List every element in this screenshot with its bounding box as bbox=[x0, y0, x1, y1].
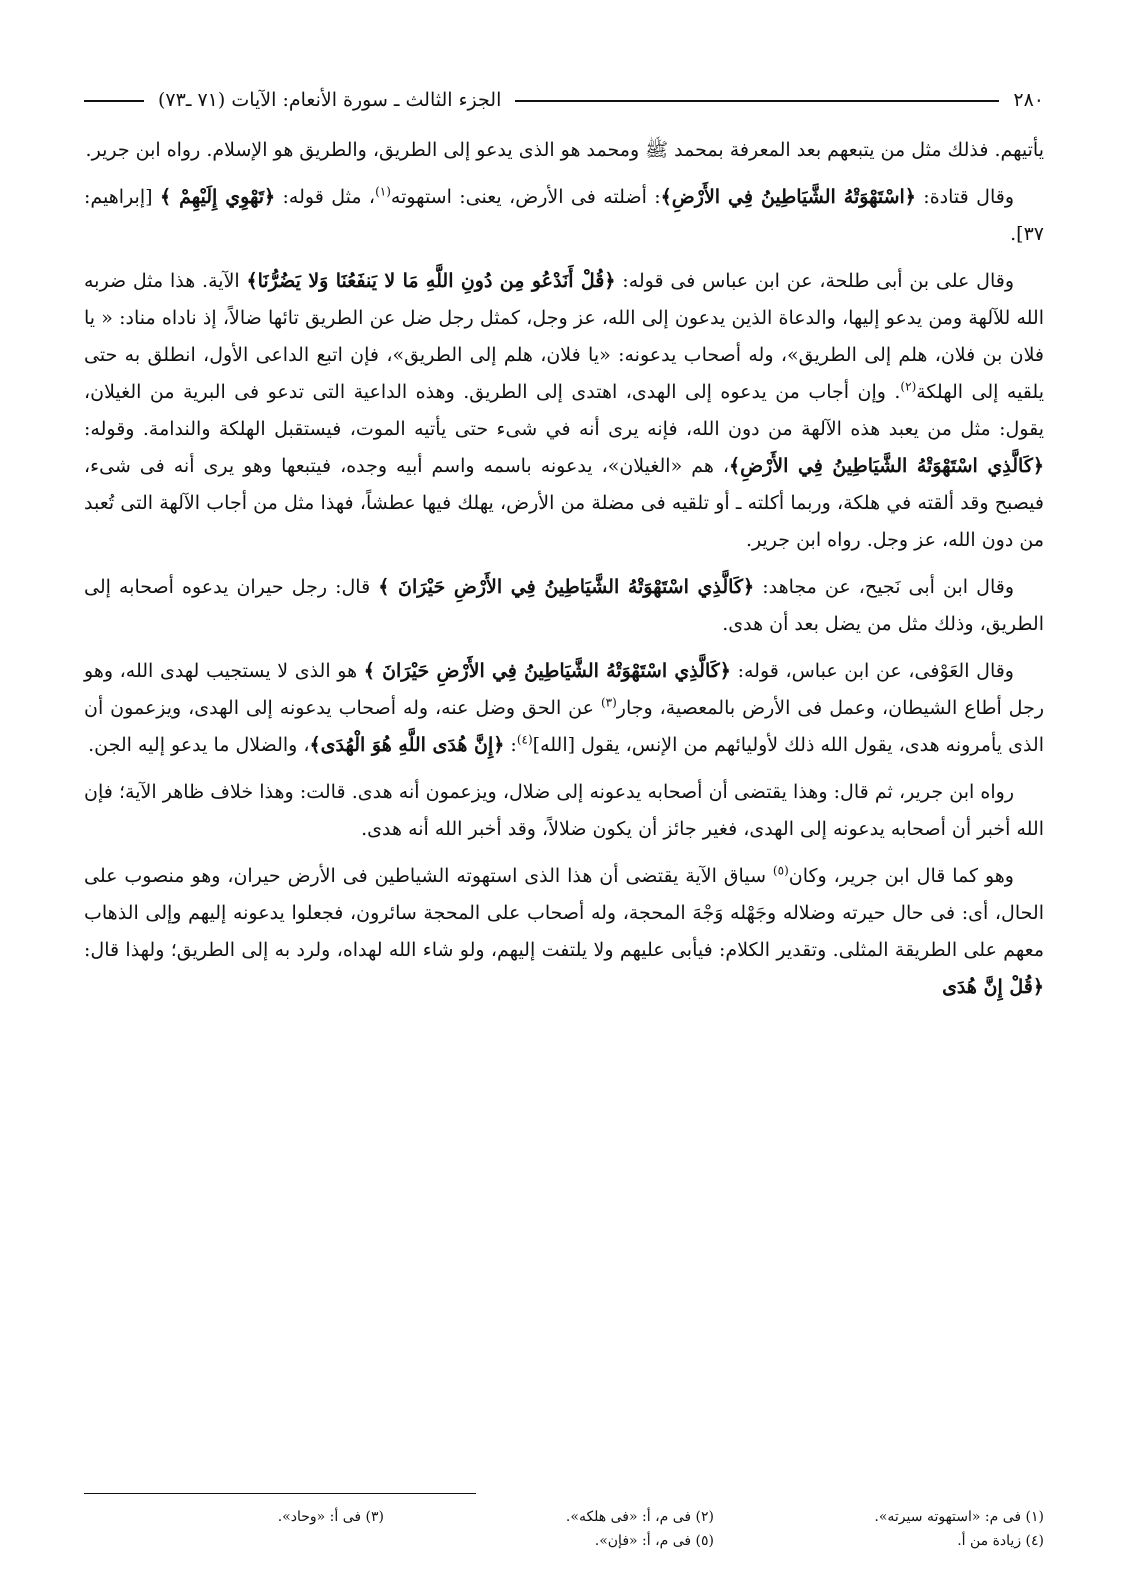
footnote-ref: (٥) bbox=[772, 863, 789, 878]
paragraph-2: وقال قتادة: ﴿اسْتَهْوَتْهُ الشَّيَاطِينُ فِي الأَرْضِ﴾: أضلته فى الأرض، يعنى: استهوته$^{(١)}$، مثل قوله: ﴿تَهْوِي إِلَيْهِمْ ﴾ [إبراهيم: ٣٧]. bbox=[84, 184, 1044, 245]
footnotes bbox=[84, 1505, 1044, 1553]
page-number: ٢٨٠ bbox=[1013, 89, 1044, 111]
footnote-row bbox=[84, 1505, 1044, 1529]
footnote-ref: (٤) bbox=[516, 732, 533, 747]
quran-quote: ﴿قُلْ إِنَّ هُدَى bbox=[942, 976, 1044, 998]
paragraph-7: وهو كما قال ابن جرير، وكان$^{(٥)}$ سياق الآية يقتضى أن هذا الذى استهوته الشياطين فى الأرض حيران، وهو منصوب على الحال، أى: فى حال حيرته وضلاله وجَهْله وَجْهَ المحجة، وله أصحاب على المحجة سائرون، فجعلوا يدعونه إليهم وإلى الذهاب معهم على الطريقة المثلى. وتقدير الكلام: فيأبى عليهم ولا يلتفت إليهم، ولو شاء الله لهداه، ولرد به إلى الطريق؛ ولهذا قال: ﴿قُلْ إِنَّ هُدَى bbox=[84, 863, 1044, 998]
quran-quote: ﴿إِنَّ هُدَى اللَّهِ هُوَ الْهُدَى﴾ bbox=[309, 734, 505, 756]
main-text bbox=[84, 132, 1044, 1016]
quran-quote: ﴿تَهْوِي إِلَيْهِمْ ﴾ bbox=[159, 186, 276, 208]
footnote-ref: (١) bbox=[375, 184, 391, 199]
quran-quote: ﴿اسْتَهْوَتْهُ الشَّيَاطِينُ فِي الأَرْضِ﴾ bbox=[660, 186, 916, 208]
header-title: الجزء الثالث ـ سورة الأنعام: الآيات (٧١ ـ٧٣) bbox=[158, 89, 502, 111]
quran-quote: ﴿قُلْ أَنَدْعُو مِن دُونِ اللَّهِ مَا لا يَنفَعُنَا وَلا يَضُرُّنَا﴾ bbox=[246, 270, 616, 292]
footnote-row bbox=[84, 1529, 1044, 1553]
paragraph-3: وقال على بن أبى طلحة، عن ابن عباس فى قوله: ﴿قُلْ أَنَدْعُو مِن دُونِ اللَّهِ مَا لا يَنفَعُنَا وَلا يَضُرُّنَا﴾ الآية. هذا مثل ضربه الله للآلهة ومن يدعو إليها، والدعاة الذين يدعون إلى الله، عز وجل، كمثل رجل ضل عن الطريق تائها ضالاً، إذ ناداه مناد: « يا فلان بن فلان، هلم إلى الطريق»، وله أصحاب يدعونه: «يا فلان، هلم إلى الطريق»، فإن اتبع الداعى الأول، انطلق به حتى يلقيه إلى الهلكة$^{(٢)}$. وإن أجاب من يدعوه إلى الهدى، اهتدى إلى الطريق. وهذه الداعية التى تدعو فى البرية من الغيلان، يقول: مثل من يعبد هذه الآلهة من دون الله، فإنه يرى أنه في شىء حتى يأتيه الموت، فيستقبل الهلكة والندامة. وقوله: ﴿كَالَّذِي اسْتَهْوَتْهُ الشَّيَاطِينُ فِي الأَرْضِ﴾، هم «الغيلان»، يدعونه باسمه واسم أبيه وجده، فيتبعها وهو يرى أنه فى شىء، فيصبح وقد ألقته في هلكة، وربما أكلته ـ أو تلقيه فى مضلة من الأرض، يهلك فيها عطشاً، فهذا مثل من أجاب الآلهة التى تُعبد من دون الله، عز وجل. رواه ابن جرير. bbox=[84, 270, 1044, 551]
footnote-3: (٣) فى أ: «وحاد». bbox=[277, 1509, 384, 1525]
quran-quote: ﴿كَالَّذِي اسْتَهْوَتْهُ الشَّيَاطِينُ فِي الأَرْضِ حَيْرَانَ ﴾ bbox=[378, 576, 755, 598]
running-header bbox=[84, 80, 1044, 120]
paragraph-6: رواه ابن جرير، ثم قال: وهذا يقتضى أن أصحابه يدعونه إلى ضلال، ويزعمون أنه هدى. قالت: وهذا خلاف ظاهر الآية؛ فإن الله أخبر أن أصحابه يدعونه إلى الهدى، فغير جائز أن يكون ضلالاً، وقد أخبر الله أنه هدى. bbox=[84, 781, 1044, 840]
footnote-4: (٤) زيادة من أ. bbox=[957, 1533, 1044, 1549]
footnote-ref: (٣) bbox=[600, 695, 617, 710]
header-rule bbox=[515, 100, 999, 102]
footnote-ref: (٢) bbox=[900, 379, 917, 394]
paragraph-1: يأتيهم. فذلك مثل من يتبعهم بعد المعرفة بمحمد ﷺ ومحمد هو الذى يدعو إلى الطريق، والطريق هو الإسلام. رواه ابن جرير. bbox=[85, 139, 1044, 161]
footnote-1: (١) فى م: «استهوته سيرته». bbox=[874, 1509, 1044, 1525]
paragraph-5: وقال العَوْفى، عن ابن عباس، قوله: ﴿كَالَّذِي اسْتَهْوَتْهُ الشَّيَاطِينُ فِي الأَرْضِ حَيْرَانَ ﴾ هو الذى لا يستجيب لهدى الله، وهو رجل أطاع الشيطان، وعمل فى الأرض بالمعصية، وجار$^{(٣)}$ عن الحق وضل عنه، وله أصحاب يدعونه إلى الهدى، ويزعمون أن الذى يأمرونه هدى، يقول الله ذلك لأوليائهم من الإنس، يقول [الله]$^{(٤)}$: ﴿إِنَّ هُدَى اللَّهِ هُوَ الْهُدَى﴾، والضلال ما يدعو إليه الجن. bbox=[84, 660, 1044, 756]
paragraph-4: وقال ابن أبى نَجيح، عن مجاهد: ﴿كَالَّذِي اسْتَهْوَتْهُ الشَّيَاطِينُ فِي الأَرْضِ حَيْرَانَ ﴾ قال: رجل حيران يدعوه أصحابه إلى الطريق، وذلك مثل من يضل بعد أن هدى. bbox=[84, 576, 1044, 635]
quran-quote: ﴿كَالَّذِي اسْتَهْوَتْهُ الشَّيَاطِينُ فِي الأَرْضِ﴾ bbox=[728, 455, 1044, 477]
footnote-5: (٥) فى م، أ: «فإن». bbox=[594, 1533, 714, 1549]
footnote-2: (٢) فى م، أ: «فى هلكه». bbox=[565, 1509, 714, 1525]
quran-quote: ﴿كَالَّذِي اسْتَهْوَتْهُ الشَّيَاطِينُ فِي الأَرْضِ حَيْرَانَ ﴾ bbox=[363, 660, 731, 682]
header-rule-end bbox=[84, 100, 144, 102]
footnote-divider bbox=[84, 1493, 476, 1494]
